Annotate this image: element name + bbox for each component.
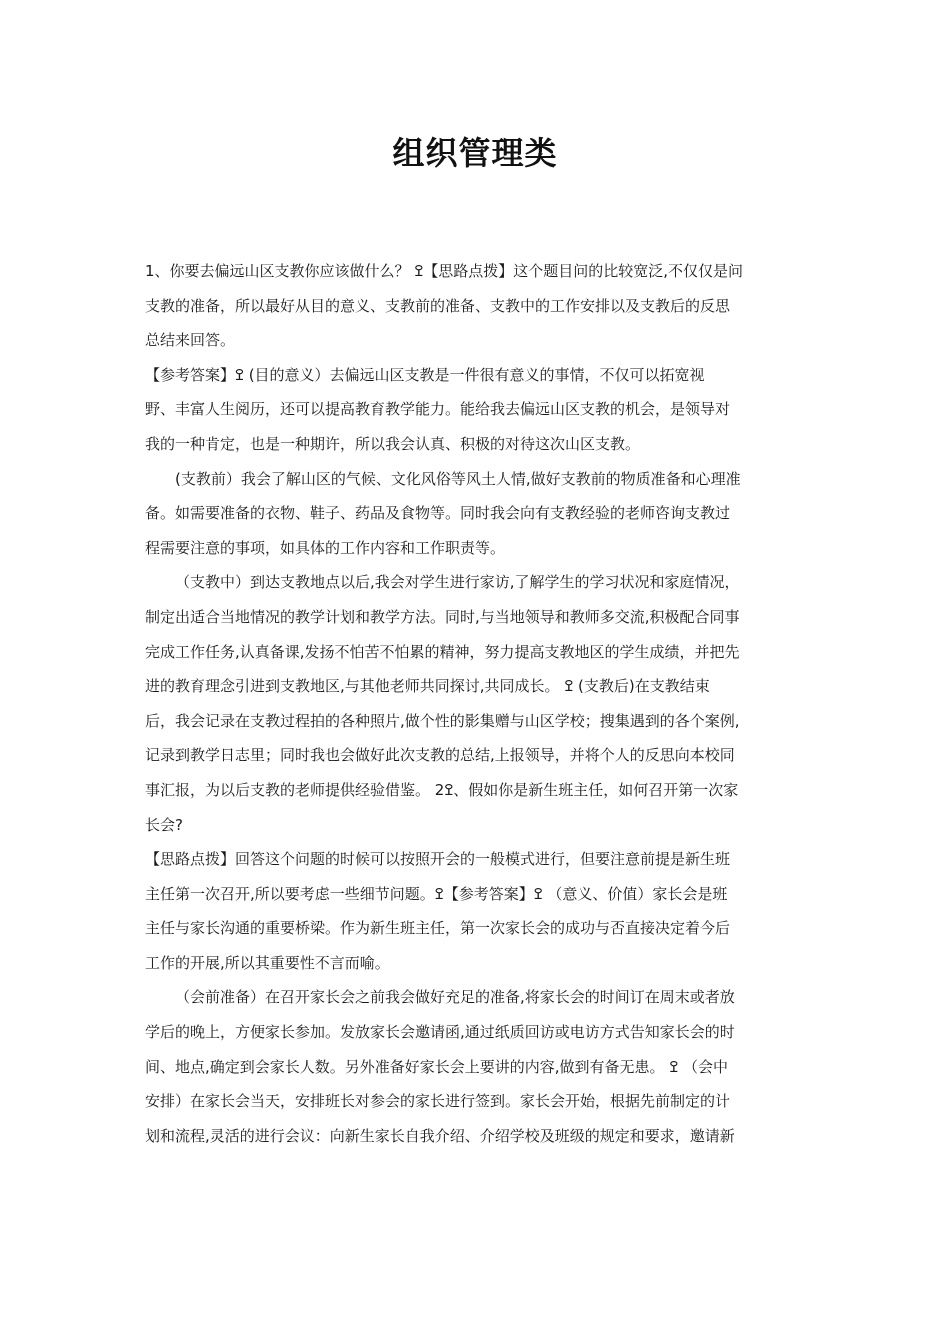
text-line: 我的一种肯定，也是一种期许，所以我会认真、积极的对待这次山区支教。: [145, 434, 641, 453]
text-line: 后，我会记录在支教过程拍的各种照片,做个性的影集赠与山区学校；搜集遇到的各个案例,: [145, 711, 740, 730]
text-line: 备。如需要准备的衣物、鞋子、药品及食物等。同时我会向有支教经验的老师咨询支教过: [145, 504, 731, 523]
text-line: 【参考答案】ߐ (目的意义）去偏远山区支教是一件很有意义的事情，不仅可以拓宽视: [145, 365, 705, 384]
text-line: 完成工作任务,认真备课,发扬不怕苦不怕累的精神，努力提高支教地区的学生成绩，并把先: [145, 642, 740, 661]
text-line: 【思路点拨】回答这个问题的时候可以按照开会的一般模式进行，但要注意前提是新生班: [145, 850, 731, 869]
text-line: 野、丰富人生阅历，还可以提高教育教学能力。能给我去偏远山区支教的机会，是领导对: [145, 400, 731, 419]
text-line: 程需要注意的事项，如具体的工作内容和工作职责等。: [145, 538, 506, 557]
text-line: 记录到教学日志里；同时我也会做好此次支教的总结,上报领导，并将个人的反思向本校同: [145, 746, 735, 765]
text-line: 主任第一次召开,所以要考虑一些细节问题。ߐ【参考答案】ߐ （意义、价值）家长会是班: [145, 884, 728, 903]
text-line: 进的教育理念引进到支教地区,与其他老师共同探讨,共同成长。 ߐ (支教后)在支教结束: [145, 677, 710, 696]
text-line: 安排）在家长会当天，安排班长对参会的家长进行签到。家长会开始，根据先前制定的计: [145, 1092, 731, 1111]
page-title: 组织管理类: [392, 134, 558, 172]
text-line: 划和流程,灵活的进行会议：向新生家长自我介绍、介绍学校及班级的规定和要求，邀请新: [145, 1126, 735, 1145]
text-line: 工作的开展,所以其重要性不言而喻。: [145, 953, 390, 972]
text-line: （会前准备）在召开家长会之前我会做好充足的准备,将家长会的时间订在周末或者放: [175, 988, 735, 1007]
document-body: [145, 254, 807, 1153]
text-line: 制定出适合当地情况的教学计划和教学方法。同时,与当地领导和教师多交流,积极配合同事: [145, 607, 740, 626]
text-line: 主任与家长沟通的重要桥梁。作为新生班主任，第一次家长会的成功与否直接决定着今后: [145, 919, 731, 938]
text-line: 总结来回答。: [145, 331, 236, 350]
text-line: 学后的晚上，方便家长参加。发放家长会邀请函,通过纸质回访或电访方式告知家长会的时: [145, 1023, 735, 1042]
text-line: （支教中）到达支教地点以后,我会对学生进行家访,了解学生的学习状况和家庭情况，: [175, 573, 740, 592]
text-line: 事汇报，为以后支教的老师提供经验借鉴。 2ߐ、假如你是新生班主任，如何召开第一次家: [145, 780, 739, 799]
text-line: 1、你要去偏远山区支教你应该做什么？ ߐ【思路点拨】这个题目问的比较宽泛,不仅仅是问: [145, 262, 744, 280]
text-line: 长会?: [145, 815, 183, 834]
text-line: (支教前）我会了解山区的气候、文化风俗等风土人情,做好支教前的物质准备和心理准: [175, 469, 741, 488]
text-line: 支教的准备，所以最好从目的意义、支教前的准备、支教中的工作安排以及支教后的反思: [145, 296, 731, 315]
text-line: 间、地点,确定到会家长人数。另外准备好家长会上要讲的内容,做到有备无患。 ߐ （会中: [145, 1057, 728, 1076]
